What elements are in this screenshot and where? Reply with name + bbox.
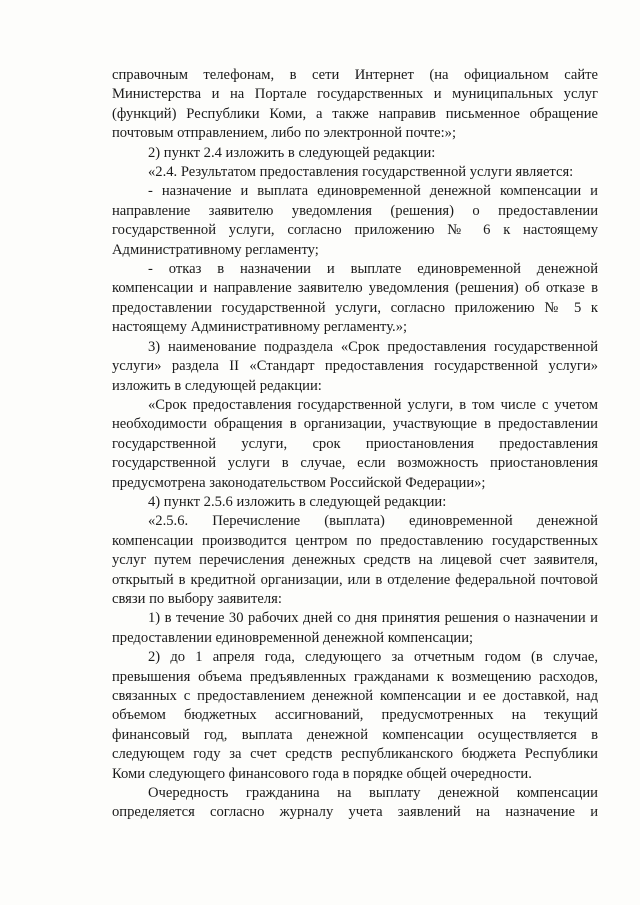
- document-text-line: открытый в кредитной организации, или в отделение федеральной почтовой: [112, 571, 598, 588]
- document-text-line: «Срок предоставления государственной услуги, в том числе с учетом: [148, 396, 598, 413]
- document-text-line: «2.5.6. Перечисление (выплата) единовременной денежной: [148, 513, 598, 530]
- document-text-line: предусмотрена законодательством Российской Федерации»;: [112, 474, 486, 491]
- document-text-line: почтовым отправлением, либо по электронной почте:»;: [112, 125, 457, 142]
- document-text-line: 3) наименование подраздела «Срок предоставления государственной: [148, 338, 598, 355]
- document-text-line: государственной услуги, срок приостановления предоставления: [112, 435, 598, 452]
- document-text-line: изложить в следующей редакции:: [112, 377, 322, 394]
- document-text-line: государственной услуги, согласно приложению № 6 к настоящему: [112, 222, 598, 239]
- document-text-line: объемом бюджетных ассигнований, предусмотренных на текущий: [112, 707, 598, 724]
- document-text-line: компенсации и направление заявителю уведомления (решения) об отказе в: [112, 280, 598, 297]
- document-text-line: - назначение и выплата единовременной денежной компенсации и: [148, 183, 598, 200]
- document-text-line: необходимости обращения в организации, участвующие в предоставлении: [112, 416, 598, 433]
- document-text-line: (функций) Республики Коми, а также направив письменное обращение: [112, 105, 598, 122]
- document-text-line: связанных с предоставлением денежной компенсации и ее доставкой, над: [112, 688, 598, 704]
- document-text-line: «2.4. Результатом предоставления государственной услуги является:: [148, 164, 574, 181]
- document-text-line: компенсации производится центром по предоставлению государственных: [112, 532, 598, 549]
- document-text-line: следующем году за счет средств республиканского бюджета Республики: [112, 746, 598, 763]
- document-text-line: услуги» раздела II «Стандарт предоставления государственной услуги»: [112, 358, 598, 375]
- document-text-line: 2) до 1 апреля года, следующего за отчетным годом (в случае,: [148, 649, 598, 666]
- document-text-line: Коми следующего финансового года в порядке общей очередности.: [112, 765, 532, 782]
- document-text-line: услуг путем перечисления денежных средств на лицевой счет заявителя,: [112, 552, 598, 569]
- document-text-line: государственной услуги в случае, если возможность приостановления: [112, 455, 598, 472]
- document-text-line: 2) пункт 2.4 изложить в следующей редакции:: [148, 144, 436, 161]
- document-text-line: предоставлении единовременной денежной компенсации;: [112, 629, 474, 646]
- document-text-line: связи по выбору заявителя:: [112, 590, 282, 607]
- document-text-line: - отказ в назначении и выплате единовременной денежной: [148, 261, 598, 278]
- document-body-text: [112, 66, 598, 823]
- document-text-line: 1) в течение 30 рабочих дней со дня принятия решения о назначении и: [148, 610, 598, 627]
- document-text-line: определяется согласно журналу учета заявлений на назначение и: [112, 804, 598, 821]
- document-text-line: справочным телефонам, в сети Интернет (на официальном сайте: [112, 67, 598, 83]
- document-text-line: 4) пункт 2.5.6 изложить в следующей редакции:: [148, 493, 447, 510]
- document-text-line: настоящему Административному регламенту.»;: [112, 319, 408, 336]
- document-text-line: Очередность гражданина на выплату денежной компенсации: [148, 785, 598, 802]
- document-text-line: финансовый год, выплата денежной компенсации осуществляется в: [112, 726, 598, 743]
- document-text-line: Министерства и на Портале государственных и муниципальных услуг: [112, 86, 598, 103]
- document-text-line: предоставлении государственной услуги, согласно приложению № 5 к: [112, 299, 598, 316]
- document-text-line: Административному регламенту;: [112, 241, 319, 258]
- document-text-line: направление заявителю уведомления (решения) о предоставлении: [112, 202, 598, 219]
- document-text-line: превышения объема предъявленных гражданами к возмещению расходов,: [112, 668, 598, 685]
